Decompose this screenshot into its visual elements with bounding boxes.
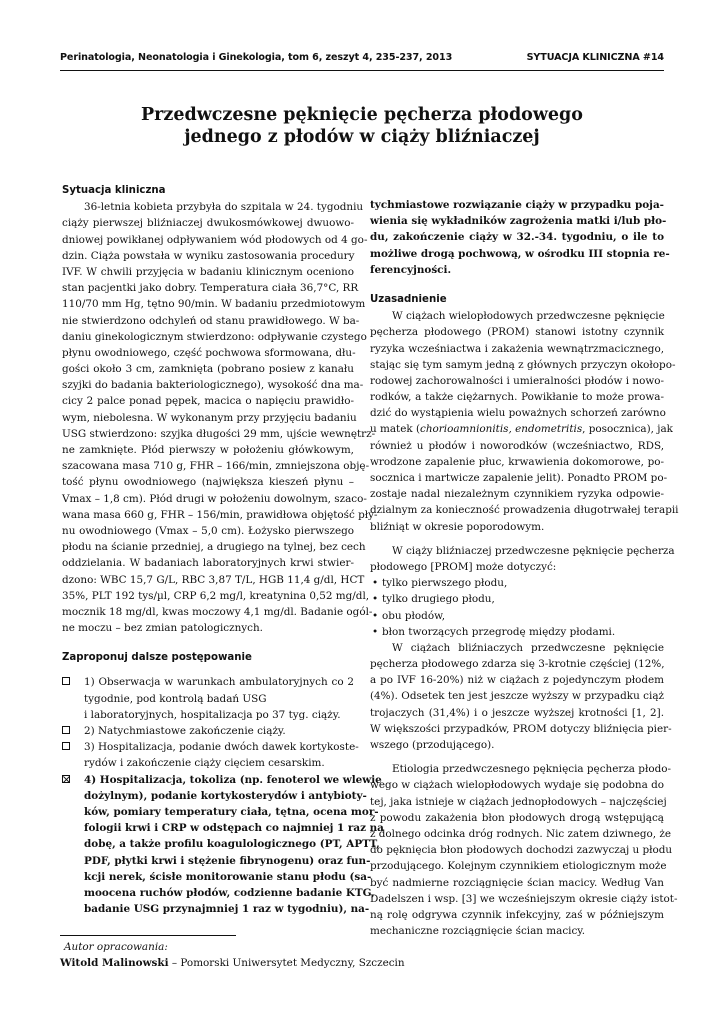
text-line: ciąży pierwszej bliźniaczej dwukosmówkowej dwuowo- <box>62 217 354 230</box>
bullet-item: • tylko pierwszego płodu, <box>370 575 664 591</box>
option-line: dożylnym), podanie kortykosterydów i antybioty- <box>84 789 367 802</box>
bullet-list <box>370 575 664 640</box>
text-line: ne moczu – bez zmian patologicznych. <box>62 622 263 635</box>
text-line: W ciążach wielopłodowych przedwczesne pęknięcie <box>392 310 665 323</box>
header-rule <box>60 70 664 71</box>
text-line: rodków, a także ciężarnych. Powikłanie to może prowa- <box>370 391 664 404</box>
text-line: gości około 3 cm, zamknięta (pobrano posiew z kanału <box>62 363 354 376</box>
checkbox-icon[interactable] <box>62 742 70 750</box>
text-line: wienia się wykładników zagrożenia matki i/lub pło- <box>370 215 667 228</box>
answer-option-1[interactable] <box>62 674 354 723</box>
text-line: daniu ginekologicznym stwierdzono: odpływanie czystego <box>62 330 367 343</box>
text-line: du, zakończenie ciąży w 32.-34. tygodniu, o ile to <box>370 231 664 244</box>
bullet-item: • tylko drugiego płodu, <box>370 591 664 607</box>
checked-checkbox-icon[interactable] <box>62 775 70 783</box>
text-line: ne zamknięte. Płód pierwszy w położeniu główkowym, <box>62 444 354 456</box>
checkbox-icon[interactable] <box>62 726 70 734</box>
text-line: z powodu zakażenia błon płodowych drogą wstępującą <box>370 811 664 824</box>
text-line: tychmiastowe rozwiązanie ciąży w przypadku poja- <box>370 199 664 211</box>
text-line: wana masa 660 g, FHR – 156/min, prawidłowa objętość pły- <box>62 508 378 521</box>
option-line: badanie USG przynajmniej 1 raz w tygodniu), na- <box>84 903 370 916</box>
bullet-item: • obu płodów, <box>370 608 664 624</box>
option-line: ków, pomiary temperatury ciała, tętna, ocena mor- <box>84 805 379 818</box>
answer-continuation <box>370 197 670 278</box>
text-line: 35%, PLT 192 tys/µl, CRP 6,2 mg/l, kreatynina 0,52 mg/dl, <box>62 589 370 602</box>
text-line: zostaje nadal niezależnym czynnikiem ryzyka odpowie- <box>370 488 664 501</box>
author-line <box>60 957 405 969</box>
text-line: płodowego [PROM] może dotyczyć: <box>370 560 557 573</box>
text-line: dzialnym za konieczność prowadzenia długotrwałej terapii <box>370 504 679 517</box>
option-line: 3) Hospitalizacja, podanie dwóch dawek kortykoste- <box>84 741 359 754</box>
text-line: ferencyjności. <box>370 263 452 276</box>
text-line: tej, jaka istnieje w ciążach jednopłodowych – najczęściej <box>370 795 667 808</box>
rationale-paragraph <box>370 761 678 939</box>
option-line: rydów i zakończenie ciąży cięciem cesarskim. <box>84 757 325 770</box>
text-line: przodującego. Kolejnym czynnikiem etiologicznym może <box>370 860 667 873</box>
text-line: rodowej zachorowalności i umieralności płodów i nowo- <box>370 374 664 387</box>
text-line: pęcherza płodowego (PROM) stanowi istotny czynnik <box>370 326 664 339</box>
text-line: wego w ciążach wielopłodowych wydaje się podobna do <box>370 779 664 792</box>
text-line: wszego (przodującego). <box>370 739 495 751</box>
checkbox-icon[interactable] <box>62 677 70 685</box>
text-line: 36-letnia kobieta przybyła do szpitala w 24. tygodniu <box>84 201 364 214</box>
text-line: pęcherza płodowego zdarza się 3-krotnie częściej (12%, <box>370 658 665 671</box>
text-line: wym, niebolesna. W wykonanym przy przyjęciu badaniu <box>62 411 357 424</box>
text-line: być nadmierne rozciągnięcie ścian macicy. Według Van <box>370 876 664 889</box>
option-line: 1) Obserwacja w warunkach ambulatoryjnych co 2 <box>84 676 354 689</box>
option-line: i laboratoryjnych, hospitalizacja po 37 tyg. ciąży. <box>84 708 341 721</box>
rationale-paragraph <box>370 640 672 753</box>
text-line: możliwe drogą pochwową, w ośrodku III stopnia re- <box>370 247 670 260</box>
answer-option-4[interactable] <box>62 772 384 918</box>
title-line: Przedwczesne pęknięcie pęcherza płodowego <box>141 105 583 125</box>
section-label: SYTUACJA KLINICZNA #14 <box>526 52 664 63</box>
text-line: nu owodniowego (Vmax – 5,0 cm). Łożysko pierwszego <box>62 524 354 537</box>
option-line: 4) Hospitalizacja, tokoliza (np. fenoterol we wlewie <box>84 773 382 786</box>
text-line: USG stwierdzono: szyjka długości 29 mm, ujście wewnętrz- <box>62 427 376 440</box>
rationale-heading: Uzasadnienie <box>370 293 447 305</box>
text-line: a po IVF 16-20%) niż w ciążach z pojedynczym płodem <box>370 674 664 687</box>
answer-option-3[interactable] <box>62 739 359 771</box>
article-title <box>60 104 664 148</box>
text-line: dzin. Ciąża powstała w wyniku zastosowania procedury <box>62 249 355 262</box>
text-line: ryzyka wcześniactwa i zakażenia wewnątrzmacicznego, <box>370 342 664 355</box>
text-line: (4%). Odsetek ten jest jeszcze wyższy w przypadku ciąż <box>370 690 664 703</box>
text-line: również u płodów i noworodków (wcześniactwo, RDS, <box>370 439 664 452</box>
text-line: mechaniczne rozciągnięcie ścian macicy. <box>370 925 586 938</box>
option-line: 2) Natychmiastowe zakończenie ciąży. <box>84 725 286 737</box>
text-line: płynu owodniowego, część pochwowa sformowana, dłu- <box>62 346 356 359</box>
text-line: W ciąży bliźniaczej przedwczesne pęknięcie pęcherza <box>392 544 675 557</box>
text-line: u matek (chorioamnionitis, endometritis, posocznica), jak <box>370 423 673 436</box>
option-line: kcji nerek, ścisłe monitorowanie stanu płodu (sa- <box>84 870 372 883</box>
text-line: do pęknięcia błon płodowych dochodzi zazwyczaj u płodu <box>370 844 673 857</box>
rationale-paragraph <box>370 543 675 575</box>
text-line: dzić do wystąpienia wielu poważnych schorzeń zarówno <box>370 407 666 420</box>
text-line: dniowej powikłanej odpływaniem wód płodowych od 4 go- <box>62 233 368 246</box>
case-heading: Sytuacja kliniczna <box>62 185 166 196</box>
text-line: stan pacjentki jako dobry. Temperatura ciała 36,7°C, RR <box>62 282 359 295</box>
text-line: IVF. W chwili przyjęcia w badaniu klinicznym oceniono <box>62 265 354 278</box>
left-column <box>62 183 384 917</box>
text-line: ną rolę odgrywa czynnik infekcyjny, zaś w późniejszym <box>370 908 664 921</box>
bullet-item: • błon tworzących przegrodę między płodami. <box>370 624 664 640</box>
text-line: tość płynu owodniowego (największa kieszeń płynu – <box>62 476 354 489</box>
author-label: Autor opracowania: <box>64 941 168 953</box>
text-line: Dadelszen i wsp. [3] we wcześniejszym okresie ciąży istot- <box>370 892 678 905</box>
option-line: moocena ruchów płodów, codzienne badanie KTG, <box>84 886 375 899</box>
right-column <box>370 197 679 939</box>
text-line: mocznik 18 mg/dl, kwas moczowy 4,1 mg/dl. Badanie ogól- <box>62 605 373 618</box>
answer-options <box>62 674 384 917</box>
footnote-rule <box>60 935 236 936</box>
journal-citation: Perinatologia, Neonatologia i Ginekologia, tom 6, zeszyt 4, 235-237, 2013 <box>60 52 453 63</box>
text-line: trojaczych (31,4%) i o jeszcze wyższej krotności [1, 2]. <box>370 706 664 719</box>
option-line: PDF, płytki krwi i stężenie fibrynogenu) oraz fun- <box>84 854 371 867</box>
option-line: fologii krwi i CRP w odstępach co najmniej 1 raz na <box>84 822 384 835</box>
title-line: jednego z płodów w ciąży bliźniaczej <box>184 127 540 147</box>
case-body <box>62 199 378 636</box>
text-line: cicy 2 palce ponad pępek, macica o napięciu prawidło- <box>62 395 354 408</box>
text-line: nie stwierdzono odchyleń od stanu prawidłowego. W ba- <box>62 314 360 327</box>
text-line: W większości przypadków, PROM dotyczy bliźnięcia pier- <box>370 722 672 735</box>
text-line: płodu na ścianie przedniej, a drugiego na tylnej, bez cech <box>62 541 366 554</box>
text-line: W ciążach bliźniaczych przedwczesne pęknięcie <box>392 641 664 654</box>
text-line: oddzielania. W badaniach laboratoryjnych krwi stwier- <box>62 557 354 570</box>
option-line: dobę, a także profilu koagulologicznego (PT, APTT, <box>84 838 380 851</box>
question-heading: Zaproponuj dalsze postępowanie <box>62 652 252 664</box>
rationale-paragraph <box>370 308 679 535</box>
text-line: dzono: WBC 15,7 G/L, RBC 3,87 T/L, HGB 11,4 g/dl, HCT <box>62 573 365 586</box>
text-line: z dolnego odcinka dróg rodnych. Nic zatem dziwnego, że <box>370 827 671 840</box>
text-line: 110/70 mm Hg, tętno 90/min. W badaniu przedmiotowym <box>62 298 366 311</box>
latin-term: chorioamnionitis, endometritis <box>420 423 583 436</box>
text-line: szyjki do badania bakteriologicznego), wysokość dna ma- <box>62 379 364 392</box>
text-line: stając się tym samym jedną z głównych przyczyn okołopo- <box>370 358 676 371</box>
option-line: tygodnie, pod kontrolą badań USG <box>84 692 267 705</box>
author-affiliation: – Pomorski Uniwersytet Medyczny, Szczecin <box>168 957 405 969</box>
text-line: szacowana masa 710 g, FHR – 166/min, zmniejszona obję- <box>62 460 370 473</box>
running-header <box>60 52 664 72</box>
text-line: Vmax – 1,8 cm). Płód drugi w położeniu dowolnym, szaco- <box>62 492 367 505</box>
answer-option-2[interactable] <box>62 723 354 739</box>
text-line: Etiologia przedwczesnego pęknięcia pęcherza płodo- <box>392 763 671 776</box>
author-name: Witold Malinowski <box>60 957 169 969</box>
text-line: socznica i martwicze zapalenie jelit). Ponadto PROM po- <box>370 472 668 484</box>
text-line: wrodzone zapalenie płuc, krwawienia dokomorowe, po- <box>370 455 664 468</box>
text-line: bliźniąt w okresie poporodowym. <box>370 520 545 533</box>
